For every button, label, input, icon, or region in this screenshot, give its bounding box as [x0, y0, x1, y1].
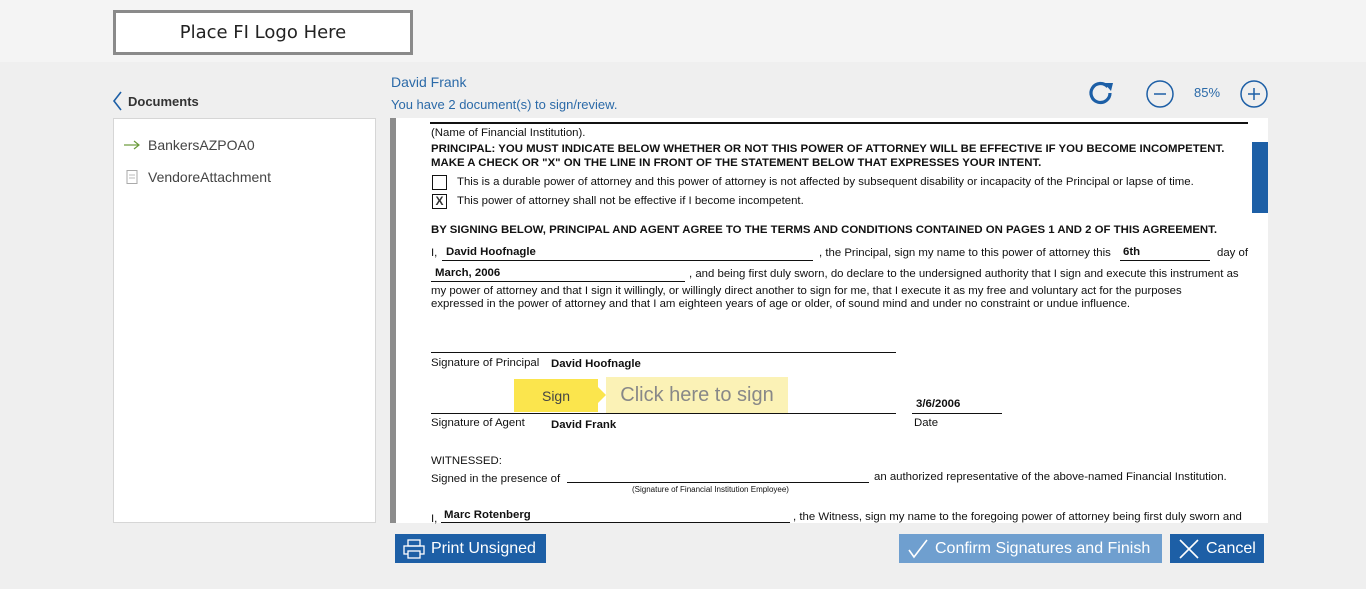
print-unsigned-button[interactable] [395, 534, 546, 563]
employee-signature-line [567, 482, 869, 483]
presence-label: Signed in the presence of [431, 473, 561, 485]
print-unsigned-label: Print Unsigned [431, 539, 536, 557]
scrollbar-thumb[interactable] [1252, 142, 1268, 213]
witness-name-line [441, 522, 790, 523]
date-value: 3/6/2006 [916, 398, 961, 410]
checkmark-icon [907, 539, 929, 559]
page-edge [390, 118, 396, 523]
month-year-line [431, 281, 685, 282]
divider [430, 122, 1248, 124]
principal-signature-label: Signature of Principal [431, 357, 540, 369]
witness-name-field: Marc Rotenberg [444, 509, 531, 521]
confirm-signatures-label: Confirm Signatures and Finish [935, 539, 1151, 557]
document-icon [124, 170, 140, 184]
chevron-left-icon [112, 91, 122, 111]
document-list [113, 118, 376, 523]
principal-name-field: David Hoofnagle [446, 246, 536, 258]
zoom-in-icon[interactable] [1239, 79, 1269, 109]
not-effective-checkbox[interactable]: X [432, 194, 447, 209]
zoom-out-icon[interactable] [1145, 79, 1175, 109]
witness-i-label: I, [431, 513, 438, 525]
top-banner [0, 0, 1366, 62]
sworn-clause: , and being first duly sworn, do declare to the undersigned authority that I sign and execute this instrument as [689, 268, 1239, 280]
agent-signature-field[interactable]: Click here to sign [606, 377, 788, 413]
arrow-right-icon [124, 138, 140, 152]
fi-logo-placeholder: Place FI Logo Here [113, 10, 413, 55]
durable-checkbox[interactable] [432, 175, 447, 190]
list-item-bankersazpoa0[interactable] [124, 137, 255, 153]
list-item-vendoreattachment[interactable] [124, 169, 271, 185]
principal-signature-line [431, 352, 896, 353]
employee-caption: (Signature of Financial Institution Employee) [632, 485, 789, 494]
confirm-signatures-button[interactable] [899, 534, 1162, 563]
signer-name: David Frank [391, 74, 467, 90]
check-instruction: MAKE A CHECK OR "X" ON THE LINE IN FRONT OF THE STATEMENT BELOW THAT EXPRESSES YOUR INTENT. [431, 157, 1042, 169]
signer-status: You have 2 document(s) to sign/review. [391, 97, 618, 112]
cancel-button[interactable] [1170, 534, 1264, 563]
cancel-label: Cancel [1206, 539, 1256, 557]
agent-signature-label: Signature of Agent [431, 417, 525, 429]
principal-clause: , the Principal, sign my name to this power of attorney this [819, 247, 1111, 259]
refresh-icon[interactable] [1086, 78, 1116, 108]
list-item-label: VendoreAttachment [148, 169, 271, 185]
witnessed-heading: WITNESSED: [431, 455, 502, 467]
printer-icon [403, 539, 425, 559]
documents-title: Documents [128, 93, 199, 109]
presence-tail: an authorized representative of the above-named Financial Institution. [874, 471, 1227, 483]
fi-name-caption: (Name of Financial Institution). [431, 127, 586, 139]
date-label: Date [914, 417, 939, 429]
date-line [912, 413, 1002, 414]
i-label: I, [431, 247, 438, 259]
day-field: 6th [1123, 246, 1141, 258]
sign-tag[interactable]: Sign [514, 379, 598, 412]
paragraph-line-1: my power of attorney and that I sign it willingly, or willingly direct another to sign for me, that I execute it as my free and voluntary act for the purposes [431, 285, 1182, 297]
not-effective-option-text: This power of attorney shall not be effective if I become incompetent. [457, 195, 804, 207]
witness-clause: , the Witness, sign my name to the foregoing power of attorney being first duly sworn and [793, 511, 1242, 523]
day-line [1120, 260, 1210, 261]
day-of-text: day of [1217, 247, 1249, 259]
list-item-label: BankersAZPOA0 [148, 137, 255, 153]
paragraph-line-2: expressed in the power of attorney and that I am eighteen years of age or older, of sound mind and under no constraint or undue influence. [431, 298, 1131, 310]
sign-tag-pointer [598, 387, 606, 403]
principal-signature-name: David Hoofnagle [551, 358, 641, 370]
agreement-statement: BY SIGNING BELOW, PRINCIPAL AND AGENT AGREE TO THE TERMS AND CONDITIONS CONTAINED ON PAGES 1 AND 2 OF THIS AGREEMENT. [431, 224, 1218, 236]
zoom-level: 85% [1194, 85, 1221, 100]
agent-signature-line [431, 413, 896, 414]
principal-name-line [442, 260, 813, 261]
agent-signature-name: David Frank [551, 419, 617, 431]
durable-option-text: This is a durable power of attorney and this power of attorney is not affected by subsequent disability or incapacity of the Principal or lapse of time. [457, 176, 1194, 188]
incompetence-warning: PRINCIPAL: YOU MUST INDICATE BELOW WHETHER OR NOT THIS POWER OF ATTORNEY WILL BE EFFECTIVE IF YOU BECOME INCOMPETENT. [431, 143, 1225, 155]
documents-back-link[interactable] [112, 91, 199, 111]
month-year-field: March, 2006 [435, 267, 501, 279]
close-icon [1178, 538, 1200, 560]
